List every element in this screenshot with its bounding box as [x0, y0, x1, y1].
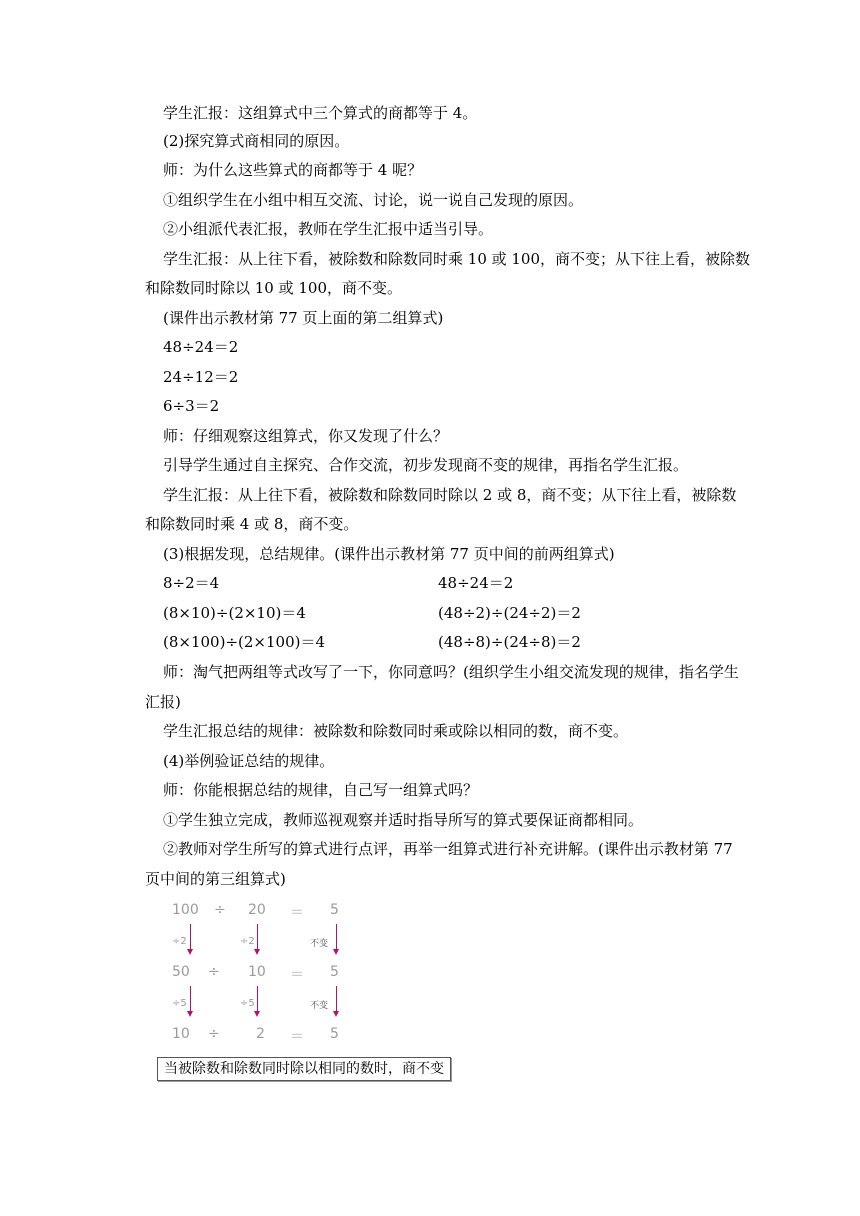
down-arrow-2a — [190, 986, 191, 1012]
op-label-2a: ÷5 — [172, 998, 187, 1009]
row1-divide-sign: ÷ — [214, 902, 226, 918]
paragraph-guidance: 引导学生通过自主探究、合作交流，初步发现商不变的规律，再指名学生汇报。 — [163, 456, 689, 474]
equation-left-3: (8×100)÷(2×100)＝4 — [163, 633, 326, 651]
row1-equals-sign: ＝ — [290, 905, 304, 921]
paragraph-teacher-question-3: 师：淘气把两组等式改写了一下，你同意吗？(组织学生小组交流发现的规律，指名学生 — [163, 663, 739, 681]
paragraph-student-report-3: 学生汇报：从上往下看，被除数和除数同时除以 2 或 8，商不变；从下往上看，被除数 — [163, 486, 737, 504]
row1-dividend: 100 — [172, 902, 199, 918]
section-heading-4: (4)举例验证总结的规律。 — [163, 752, 335, 770]
row3-divisor: 2 — [256, 1026, 265, 1042]
row3-equals-sign: ＝ — [290, 1029, 304, 1045]
row2-divide-sign: ÷ — [208, 964, 220, 980]
section-heading-3: (3)根据发现，总结规律。(课件出示教材第 77 页中间的前两组算式) — [163, 545, 615, 563]
down-arrow-2c — [336, 986, 337, 1012]
paragraph-courseware-note-1: (课件出示教材第 77 页上面的第二组算式) — [163, 309, 444, 327]
paragraph-step-1: ①组织学生在小组中相互交流、讨论，说一说自己发现的原因。 — [163, 191, 584, 209]
op-label-1b: ÷2 — [240, 936, 255, 947]
equation-right-3: (48÷8)÷(24÷8)＝2 — [438, 633, 581, 651]
row1-quotient: 5 — [330, 902, 339, 918]
equation-right-2: (48÷2)÷(24÷2)＝2 — [438, 604, 581, 622]
equation-left-1: 8÷2＝4 — [163, 574, 220, 592]
down-arrow-2b — [257, 986, 258, 1012]
equation-left-2: (8×10)÷(2×10)＝4 — [163, 604, 306, 622]
paragraph-teacher-question-2: 师：仔细观察这组算式，你又发现了什么？ — [163, 427, 449, 445]
equation-1: 48÷24＝2 — [163, 338, 239, 356]
rule-box: 当被除数和除数同时除以相同的数时，商不变 — [157, 1057, 451, 1081]
paragraph-student-report-2-cont: 和除数同时除以 10 或 100，商不变。 — [145, 279, 403, 297]
row2-equals-sign: ＝ — [290, 967, 304, 983]
paragraph-step-4-cont: 页中间的第三组算式) — [145, 870, 286, 888]
paragraph-teacher-question-4: 师：你能根据总结的规律，自己写一组算式吗？ — [163, 781, 479, 799]
paragraph-step-2: ②小组派代表汇报，教师在学生汇报中适当引导。 — [163, 220, 494, 238]
paragraph-step-4: ②教师对学生所写的算式进行点评，再举一组算式进行补充讲解。(课件出示教材第 77 — [163, 840, 733, 858]
row3-dividend: 10 — [172, 1026, 190, 1042]
paragraph-student-report-1: 学生汇报：这组算式中三个算式的商都等于 4。 — [163, 104, 478, 122]
row2-divisor: 10 — [248, 964, 266, 980]
row3-quotient: 5 — [330, 1026, 339, 1042]
down-arrow-1c — [336, 924, 337, 950]
equation-3: 6÷3＝2 — [163, 397, 220, 415]
unchanged-label-2: 不变 — [310, 1001, 329, 1011]
row2-quotient: 5 — [330, 964, 339, 980]
paragraph-rule-summary: 学生汇报总结的规律：被除数和除数同时乘或除以相同的数，商不变。 — [163, 722, 629, 740]
down-arrow-1b — [257, 924, 258, 950]
op-label-2b: ÷5 — [240, 998, 255, 1009]
paragraph-student-report-3-cont: 和除数同时乘 4 或 8，商不变。 — [145, 515, 359, 533]
row2-dividend: 50 — [172, 964, 190, 980]
section-heading-2: (2)探究算式商相同的原因。 — [163, 132, 350, 150]
equation-right-1: 48÷24＝2 — [438, 574, 514, 592]
paragraph-step-3: ①学生独立完成，教师巡视观察并适时指导所写的算式要保证商都相同。 — [163, 811, 644, 829]
row1-divisor: 20 — [248, 902, 266, 918]
paragraph-student-report-2: 学生汇报：从上往下看，被除数和除数同时乘 10 或 100，商不变；从下往上看，被除数 — [163, 250, 751, 268]
op-label-1a: ÷2 — [172, 936, 187, 947]
unchanged-label-1: 不变 — [310, 939, 329, 949]
equation-2: 24÷12＝2 — [163, 368, 239, 386]
row3-divide-sign: ÷ — [208, 1026, 220, 1042]
quotient-diagram — [160, 898, 360, 1048]
paragraph-teacher-question-1: 师：为什么这些算式的商都等于 4 呢？ — [163, 161, 423, 179]
down-arrow-1a — [190, 924, 191, 950]
paragraph-teacher-question-3-cont: 汇报) — [145, 693, 181, 711]
